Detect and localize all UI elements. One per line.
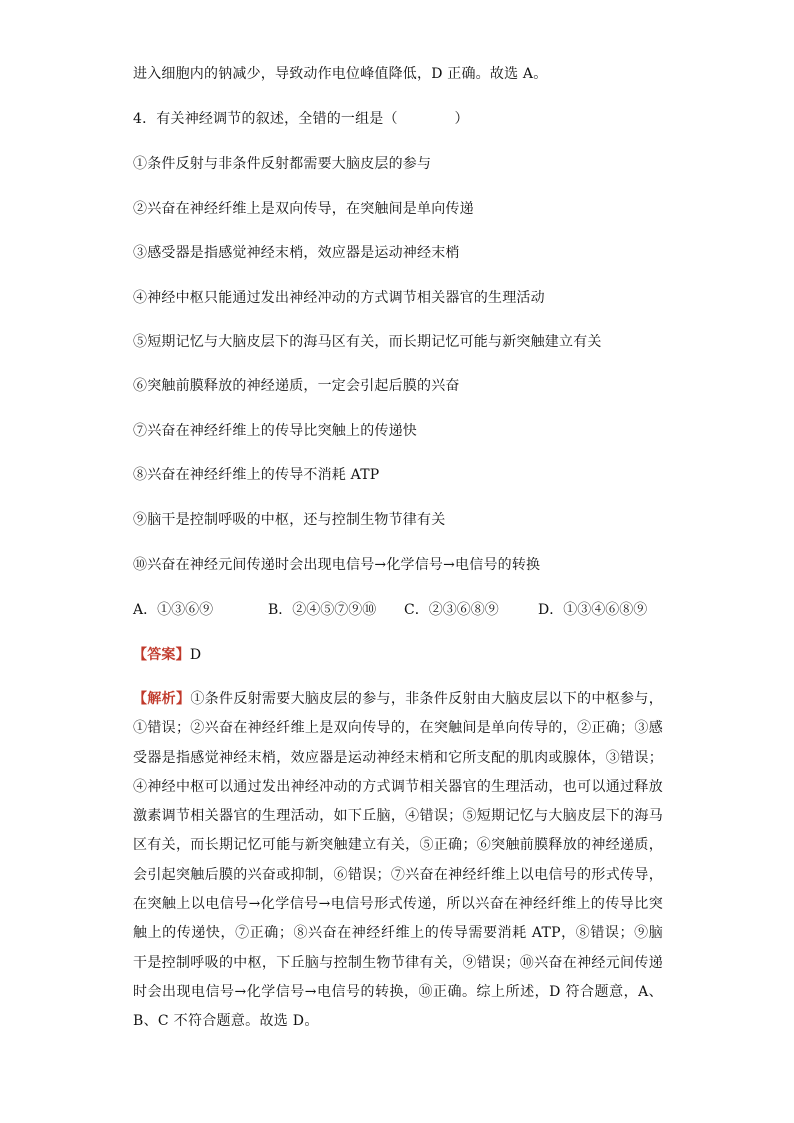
option-a: A．①③⑥⑨ xyxy=(133,602,214,618)
statement-6: ⑥突触前膜释放的神经递质，一定会引起后膜的兴奋 xyxy=(133,378,460,394)
statement-9: ⑨脑干是控制呼吸的中枢，还与控制生物节律有关 xyxy=(133,512,446,528)
option-c: C．②③⑥⑧⑨ xyxy=(404,602,499,618)
statement-1: ①条件反射与非条件反射都需要大脑皮层的参与 xyxy=(133,156,432,172)
statement-8: ⑧兴奋在神经纤维上的传导不消耗 ATP xyxy=(133,467,380,483)
statement-2: ②兴奋在神经纤维上是双向传导，在突触间是单向传递 xyxy=(133,201,474,217)
analysis-tag: 【解析】 xyxy=(133,691,191,707)
previous-answer-tail: 进入细胞内的钠减少，导致动作电位峰值降低，D 正确。故选 A。 xyxy=(133,66,548,82)
statement-4: ④神经中枢只能通过发出神经冲动的方式调节相关器官的生理活动 xyxy=(133,290,545,306)
answer-tag: 【答案】 xyxy=(133,647,190,663)
analysis-paragraph xyxy=(133,685,663,1037)
option-b: B．②④⑤⑦⑨⑩ xyxy=(268,602,377,618)
answer-line xyxy=(133,645,201,665)
statement-10: ⑩兴奋在神经元间传递时会出现电信号→化学信号→电信号的转换 xyxy=(133,557,541,573)
answer-value: D xyxy=(189,647,202,663)
question-stem: 4．有关神经调节的叙述，全错的一组是（ ） xyxy=(133,111,469,127)
option-d: D．①③④⑥⑧⑨ xyxy=(538,602,648,618)
analysis-text: ①条件反射需要大脑皮层的参与，非条件反射由大脑皮层以下的中枢参与，①错误；②兴奋在神经纤维上是双向传导的，在突触间是单向传导的，②正确；③感受器是指感觉神经末梢，效应器是运动神经末梢和它所支配的肌肉或腺体，③错误；④神经中枢可以通过发出神经冲动的方式调节相关器官的生理活动，也可以通过释放激素调节相关器官的生理活动，如下丘脑，④错误；⑤短期记忆与大脑皮层下的海马区有关，而长期记忆可能与新突触建立有关，⑤正确；⑥突触前膜释放的神经递质，会引起突触后膜的兴奋或抑制，⑥错误；⑦兴奋在神经纤维上以电信号的形式传导，在突触上以电信号→化学信号→电信号形式传递，所以兴奋在神经纤维上的传导比突触上的传递快，⑦正确；⑧兴奋在神经纤维上的传导需要消耗 ATP，⑧错误；⑨脑干是控制呼吸的中枢，下丘脑与控制生物节律有关，⑨错误；⑩兴奋在神经元间传递时会出现电信号→化学信号→电信号的转换，⑩正确。综上所述，D 符合题意，A、B、C 不符合题意。故选 D。 xyxy=(133,691,664,1030)
statement-3: ③感受器是指感觉神经末梢，效应器是运动神经末梢 xyxy=(133,245,460,261)
statement-5: ⑤短期记忆与大脑皮层下的海马区有关，而长期记忆可能与新突触建立有关 xyxy=(133,334,602,350)
statement-7: ⑦兴奋在神经纤维上的传导比突触上的传递快 xyxy=(133,423,417,439)
